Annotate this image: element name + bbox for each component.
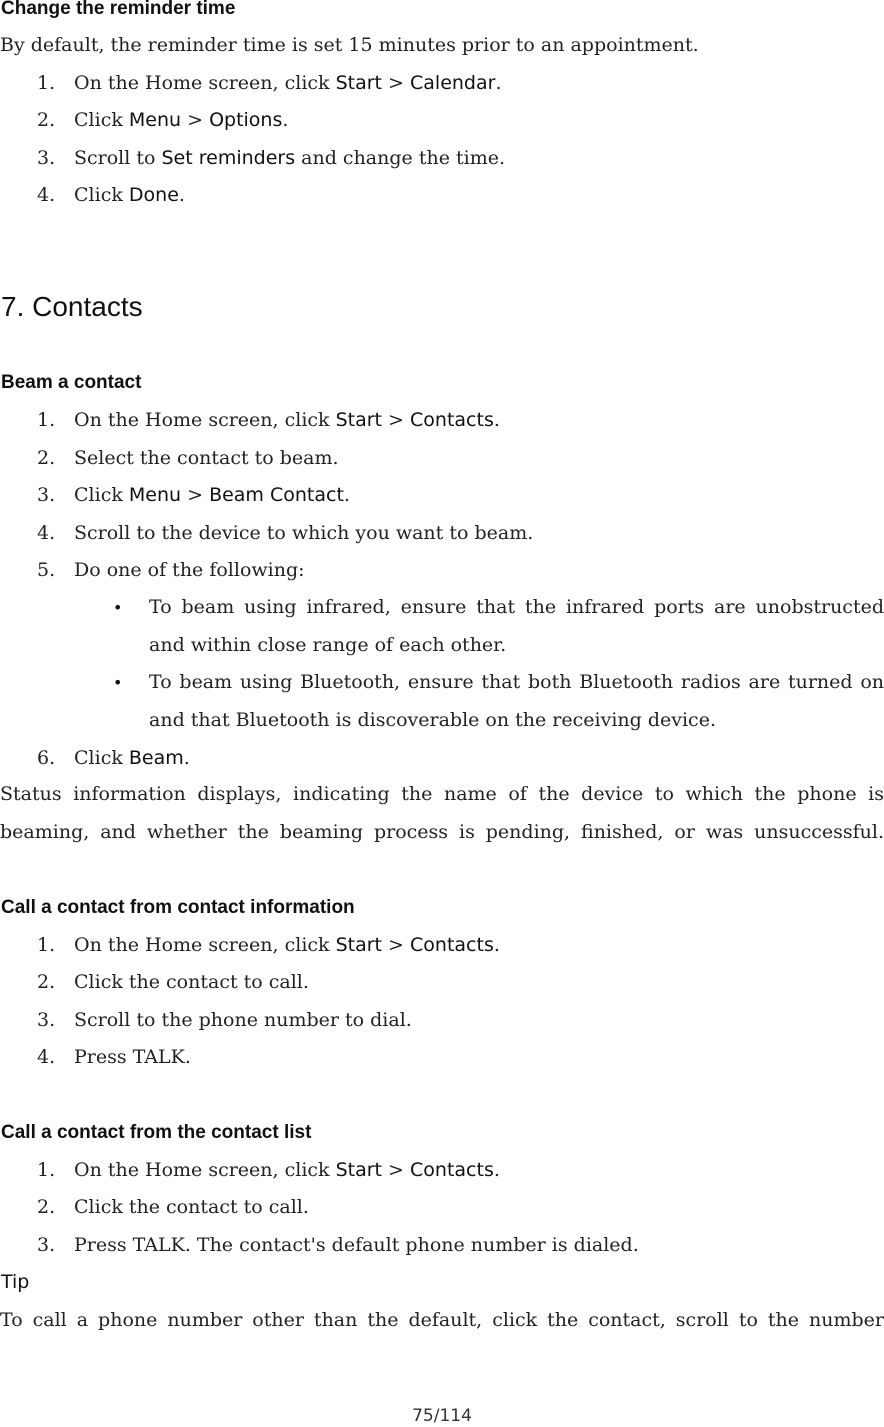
step-number: 3. (37, 484, 56, 506)
tip-label: Tip (1, 1271, 30, 1293)
ui-term-set-reminders: Set reminders (161, 147, 296, 169)
ui-term-start: Start (335, 1159, 383, 1181)
step-number: 3. (37, 1234, 56, 1256)
section-heading-beam: Beam a contact (1, 372, 142, 393)
page-number: 75/114 (412, 1406, 472, 1426)
step-number: 3. (37, 147, 56, 169)
section-heading-call-info: Call a contact from contact information (1, 897, 355, 918)
chapter-title: 7. Contacts (1, 291, 143, 322)
beam-bullet-bluetooth: To beam using Bluetooth, ensure that both Bluetooth radios are turned on and that Bluetooth is discoverable on the receiving device. (149, 671, 884, 731)
ui-term-calendar: Calendar (410, 72, 496, 94)
step-number: 1. (37, 934, 56, 956)
step-number: 6. (37, 747, 56, 769)
call-info-step-4: Press TALK. (74, 1046, 191, 1068)
step-number: 5. (37, 559, 56, 581)
beam-step-5: Do one of the following: (74, 559, 305, 581)
ui-term-beam: Beam (128, 747, 184, 769)
step-number: 2. (37, 1196, 56, 1218)
section-heading-call-list: Call a contact from the contact list (1, 1122, 312, 1143)
step-number: 4. (37, 1046, 56, 1068)
ui-term-start: Start (335, 72, 383, 94)
ui-term-start: Start (335, 409, 383, 431)
step-number: 3. (37, 1009, 56, 1031)
tip-text: To call a phone number other than the default, click the contact, scroll to the number (0, 1309, 884, 1331)
reminder-step-1: On the Home screen, click Start > Calendar. (74, 72, 502, 94)
reminder-step-4: Click Done. (74, 184, 185, 206)
step-number: 2. (37, 447, 56, 469)
beam-status-paragraph: Status information displays, indicating the name of the device to which the phone is beaming, and whether the beaming process is pending, finished, or was unsuccessful. (0, 783, 884, 843)
section-heading-reminder: Change the reminder time (1, 0, 236, 19)
step-number: 2. (37, 971, 56, 993)
call-info-step-1: On the Home screen, click Start > Contacts. (74, 934, 500, 956)
ui-term-contacts: Contacts (410, 409, 494, 431)
call-list-step-1: On the Home screen, click Start > Contacts. (74, 1159, 500, 1181)
bullet-dot-icon: • (113, 598, 123, 617)
ui-term-start: Start (335, 934, 383, 956)
call-info-step-2: Click the contact to call. (74, 971, 309, 993)
reminder-step-2: Click Menu > Options. (74, 109, 289, 131)
reminder-step-3: Scroll to Set reminders and change the time. (74, 147, 505, 169)
call-info-step-3: Scroll to the phone number to dial. (74, 1009, 412, 1031)
step-number: 2. (37, 109, 56, 131)
ui-term-menu: Menu (128, 484, 182, 506)
beam-step-4: Scroll to the device to which you want to beam. (74, 522, 534, 544)
beam-step-2: Select the contact to beam. (74, 447, 339, 469)
ui-term-done: Done (128, 184, 179, 206)
beam-step-1: On the Home screen, click Start > Contacts. (74, 409, 500, 431)
reminder-intro: By default, the reminder time is set 15 minutes prior to an appointment. (0, 34, 699, 56)
ui-term-options: Options (209, 109, 283, 131)
step-number: 1. (37, 72, 56, 94)
step-number: 4. (37, 522, 56, 544)
ui-term-menu: Menu (128, 109, 182, 131)
step-number: 1. (37, 1159, 56, 1181)
ui-term-contacts: Contacts (410, 1159, 494, 1181)
bullet-dot-icon: • (113, 673, 123, 692)
beam-bullet-infrared: To beam using infrared, ensure that the infrared ports are unobstructed and within close range of each other. (149, 596, 884, 656)
call-list-step-2: Click the contact to call. (74, 1196, 309, 1218)
ui-term-beam-contact: Beam Contact (209, 484, 344, 506)
step-number: 1. (37, 409, 56, 431)
ui-term-contacts: Contacts (410, 934, 494, 956)
beam-step-6: Click Beam. (74, 747, 190, 769)
beam-step-3: Click Menu > Beam Contact. (74, 484, 350, 506)
step-number: 4. (37, 184, 56, 206)
call-list-step-3: Press TALK. The contact's default phone number is dialed. (74, 1234, 639, 1256)
